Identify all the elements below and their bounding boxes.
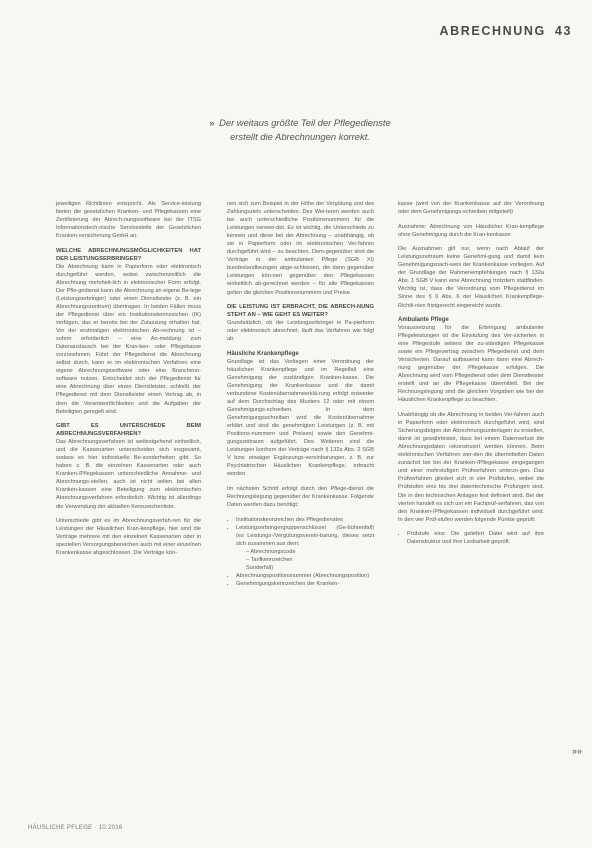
paragraph: Die Abrechnung kann in Papierform oder elektronisch durchgeführt werden, wobei zwischenzeitlich die Abrechnung mehrheit-lich in elektronischer Form erfolgt. Der Pfle-gedienst kann die Abrechnung an eigene Be-lege (Leistungserbringer) oder einen Dienstleister (z. B. ein Abrechnungszentrum) übertragen. In beiden Fällen muss der Pflegedienst über ein Institutionskennzeichen (IK) verfügen, das er bereits bei der Zulassung erhalten hat. Vor der erstmaligen elektronischen Ab-rechnung ist – sofern erforderlich – eine An-meldung zum Datenaustausch bei der Kran-ken- oder Pflegekasse vorzunehmen. Führt der Pflegedienst die Abrechnung selbst durch, kann er im elektronischen Verfahren eine eigene Abrechnungssoftware oder eine Brancheno-software nutzen. Entscheidet sich der Pflegedienst für eine Abrechnung über einen Dienstleister, schließt der Pflegedienst mit dem Dienstleister einen Vertrag ab, in dem die Verantwortlichkeiten und die Aufgaben der Beteiligten geregelt sind. xyxy=(56,263,201,415)
paragraph: Unterschiede gibt es im Abrechnungsverfah-ren für die Leistungen der Häuslichen Kran-kenpflege, hier sind die Verträge mehrere mit den einzelnen Kassenarten oder in speziellen Versorgungsbereichen auch mit einer einzelnen Krankenkasse abgeschlossen. Die Verträge kön- xyxy=(56,518,201,557)
list-item: • Institutionskennzeichen des Pflegedienstes xyxy=(236,516,374,524)
section-heading: GIBT ES UNTERSCHIEDE BEIM ABRECHNUNGSVERFAHREN? xyxy=(56,423,201,438)
bullet-list xyxy=(227,516,374,588)
bullet-list xyxy=(398,530,544,546)
paragraph: Ausnahme: Abrechnung von Häuslicher Kran-kenpflege ohne Genehmigung durch die Kran-kenkasse xyxy=(398,223,544,238)
paragraph: Die Ausnahmen gilt nur, wenn nach Ablauf der Leistungszeitraum keine Genehmi-gung und damit kein Genehmigungsnach-weis der Krankenkasse vorliegen. Auf der Grundlage der Rahmenempfehlungen nach § 132a Abs. 1 SGB V kann eine Abrechnung trotzdem stattfinden. Wichtig ist, dass die Verordnung vom Pflegedienst im Sinne des § 6 Abs. 6 der Häuslichen Krankenpflege-Richtli-nien fristgerecht eingereicht wurde. xyxy=(398,246,544,309)
paragraph: Im nächsten Schritt erfolgt durch den Pflege-dienst die Rechnungslegung gegenüber der Krankenkasse. Folgende Daten werden dazu benötigt: xyxy=(227,485,374,508)
column-3 xyxy=(398,200,544,550)
paragraph: Grundlage ist das Vorliegen einer Verordnung der häuslichen Krankenpflege und im Regelfall eine Genehmigung der zuständigen Kranken-kasse. Die Genehmigung der Krankenkasse und die damit verbundene Kostenübernahmeerklä-rung erfolgt entweder auf dem Durchschlag des Musters 12 oder mit einem Genehmigungs-schreiben. In dem Genehmigungsschreiben wird die Kostenübernahme erklärt und sind die genehmigten Leistungen (z. B. mit Positions-nummern und Preisen) sowie den Genehmi-gungszeitraum aufgeführt. Des Weiteren sind die Leistungen konform der Verträge nach § 132a Abs. 2 SGB V bzw. etwaiger Ergänzungs-vereinbarungen, z. B. zur Psychiatrischen Häuslichen Krankenpflege, erbracht worden. xyxy=(227,358,374,478)
sub-list xyxy=(236,548,374,572)
page-header xyxy=(440,24,572,38)
quote-line-2: erstellt die Abrechnungen korrekt. xyxy=(230,131,370,142)
column-1 xyxy=(56,200,201,564)
paragraph: nen sich zum Beispiel in der Höhe der Vergütung und des Zahlungsziels unterscheiden. Des Wei-teren werden auch bei auch unterschiedliche Positionsnummern für die Leistungen verwen-det. Es ist wichtig, die Unterschiede zu kennen und diese bei der Abrechnung – unabhängig, ob sie in Papierform oder im elektronischen Ver-fahren durchgeführt wird – zu beachten. Dem-gegenüber sind die Verträge in der ambulanten Pflege (SGB XI) bundeslandbezogen abge-schlossen, die dann gegenüber Leistungen kön-nen gegenüber den Pflegekassen einheitlich ab-gerechnet werden – für alle Pflegekassen gelten die gleichen Positionsnummern und Preise. xyxy=(227,201,374,296)
section-title: ABRECHNUNG xyxy=(439,24,546,38)
column-2 xyxy=(227,200,374,592)
quote-mark: » xyxy=(209,117,215,128)
paragraph: Voraussetzung für die Erbringung ambulanter Pflegeleistungen ist die Einstufung des Ver-sicherten in eine Pflegestufe seitens der zu-ständigen Pflegekasse sowie ein Pflegevertrag zwischen Pflegedienst und dem Versicherten. Darauf aufbauend kann dann eine Abrech-nung gegenüber der Pflegekasse erfolgen. Die Abrechnung wird vom Pflegedienst oder dem Dienstleister erstellt und an die Pflegekasse übermittelt. Bei der Rechnungslegung sind die gleichen Vorgaben wie bei der Häuslichen Krankenpflege zu beachten. xyxy=(398,325,544,404)
paragraph: Unabhängig ob die Abrechnung in beiden Ver-fahren auch in Papierform oder elektronisch durchgeführt wird, sind Sicherungsbögen der Abrechnungsunterlagen zu erstellen, damit ist gewährleistet, dass bei einem Datenverlust die Abrechnungsdaten rekonstruiert werden können. Beim elektronischen Verfahren wer-den die übermittelten Daten zunächst bei bei der Kranken-/Pflegekasse eingegangen und einer mehrstufigen Prüfverfahren unterzo-gen. Das Prüfverfahren gliedert sich in vier Prüfstufen, wobei die Prüfstufen eins bis drei datentechnische Prüfungen sind. Die in den technischen Anlagen fest definiert sind. Bei der vierten handelt es sich um ein Fachprüf-verfahren, das von den Kranken-/Pflegekassen individuell durchgeführt wird. In den vier Prüf-stufen werden folgende Punkte geprüft: xyxy=(398,412,544,523)
pull-quote xyxy=(150,116,450,144)
paragraph: kasse (wird von der Krankenkasse auf der Verordnung oder dem Genehmigungs-schreiben mitgeteilt) xyxy=(398,201,544,216)
sub-list-item: – Tarifkennzeichen xyxy=(246,556,293,563)
paragraph: Grundsätzlich, ob der Leistungserbringer in Pa-pierform oder elektronisch abrechnet, läuft das Verfahren wie folgt ab: xyxy=(227,320,374,343)
list-item: • Genehmigungskennzeichen der Kranken- xyxy=(236,580,374,588)
quote-line-1: Der weitaus größte Teil der Pflegedienste xyxy=(219,117,391,128)
sub-list-item: Sonderfall) xyxy=(246,564,274,571)
section-heading: DIE LEISTUNG IST ERBRACHT, DIE ABRECH-NUNG STEHT AN – WIE GEHT ES WEITER? xyxy=(227,304,374,319)
list-item: • Leistungserbringergruppenschlüssel (Ge-bührenfall) (es Leistungs-/Vergütungsverein-barung, dieses setzt sich zusammen aus dem: – Abrechnungscode – Tarifkennzeichen Sonderfall) xyxy=(236,524,374,572)
paragraph: jeweiligen Richtlinien entspricht. Als Service-leistung bieten die gesetzlichen Kranken- und Pflegekassen eine Zertifizierung der Abrech-nungssoftware bei der ITSG Informationstech-nische Servicestelle der Gesetzlichen Kranken-versicherung GmbH an. xyxy=(56,201,201,240)
subsection-heading: Häusliche Krankenpflege xyxy=(227,350,299,357)
continue-marker: »» xyxy=(571,746,582,756)
list-item: • Abrechnungspositionsnummer (Abrechnungsposition) xyxy=(236,572,374,580)
paragraph: Das Abrechnungsverfahren ist weitestgehend einheitlich, und die Kassenarten unterscheiden sich insgesamt, sodass es hier individuelle Be-sonderheiten gibt. So haben z. B. die einzelnen Kassenarten oder auch Kranken-/Pflegekassen unterschiedliche Annahme- und Abrechnungs-stellen, auch ist nicht selten bei allen Kranken-kassen eine Beteiligung zum elektronischen Abrechnungsverfahren erforderlich. Wichtig ist allerdings die Verwendung der aktuellen Kennzeichenliste. xyxy=(56,439,201,510)
section-heading: WELCHE ABRECHNUNGSMÖGLICHKEITEN HAT DER LEISTUNGSERBRINGER? xyxy=(56,247,201,262)
page-footer: HÄUSLICHE PFLEGE · 10.2016 xyxy=(28,825,123,831)
page-number: 43 xyxy=(554,24,572,38)
sub-list-item: – Abrechnungscode xyxy=(246,548,296,555)
list-item: • Prüfstufe eins: Die geliefert Datei wird auf ihre Datenstruktur und ihre Lesbarkeit geprüft. xyxy=(407,530,544,546)
subsection-heading: Ambulante Pflege xyxy=(398,317,449,324)
